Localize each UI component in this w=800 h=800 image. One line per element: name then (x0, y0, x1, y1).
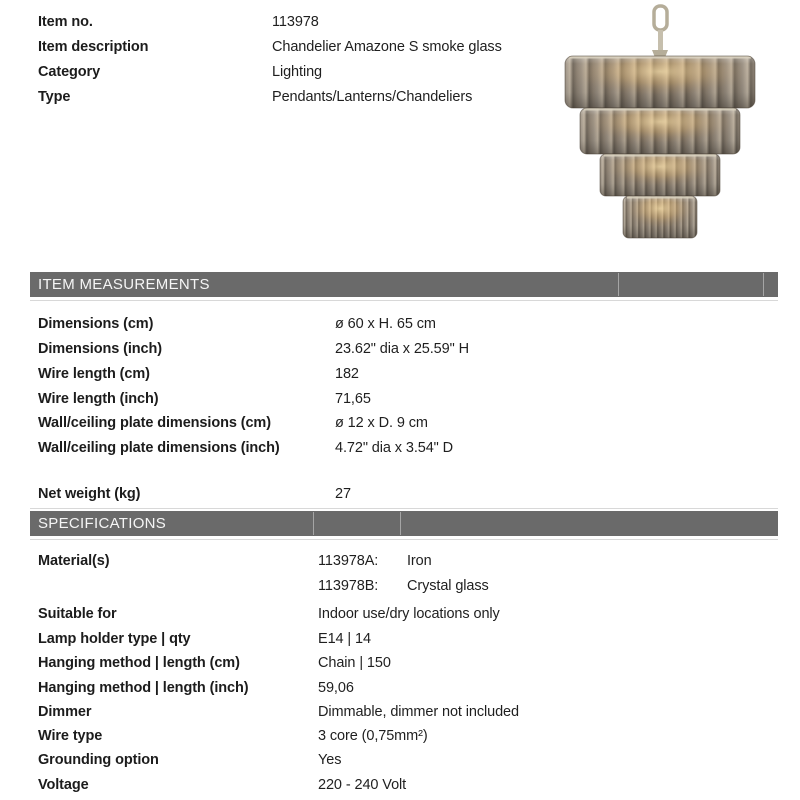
item-no-label: Item no. (38, 14, 93, 30)
item-no-row (0, 10, 620, 35)
bar-column-divider (763, 273, 764, 296)
wire-length-inch-row (0, 387, 620, 412)
voltage-row (0, 773, 620, 798)
row-label: Dimensions (inch) (38, 341, 162, 357)
item-description-row (0, 35, 620, 60)
chandelier-tier-1 (565, 56, 755, 108)
row-label: Dimensions (cm) (38, 316, 154, 332)
wall-plate-cm-row (0, 411, 620, 436)
row-label: Suitable for (38, 606, 117, 622)
type-label: Type (38, 89, 71, 105)
type-row (0, 85, 620, 110)
specifications-title: SPECIFICATIONS (38, 515, 167, 532)
row-value: Chain | 150 (318, 655, 391, 671)
dimensions-inch-row (0, 337, 620, 362)
row-value: 71,65 (335, 391, 371, 407)
material-code: 113978B: (318, 578, 379, 594)
bar-column-divider (618, 273, 619, 296)
bar-column-divider (313, 512, 314, 535)
net-weight-row (0, 482, 620, 507)
row-label: Voltage (38, 777, 89, 793)
material-code: 113978A: (318, 553, 379, 569)
row-value: 23.62" dia x 25.59" H (335, 341, 469, 357)
hanging-method-cm-row (0, 651, 620, 676)
wall-plate-inch-row (0, 436, 620, 461)
row-label: Net weight (kg) (38, 486, 141, 502)
material-name: Crystal glass (407, 578, 489, 594)
row-value: 59,06 (318, 680, 354, 696)
row-value: Indoor use/dry locations only (318, 606, 500, 622)
row-label: Hanging method | length (cm) (38, 655, 240, 671)
material-name: Iron (407, 553, 432, 569)
row-value: 3 core (0,75mm²) (318, 728, 428, 744)
dimensions-cm-row (0, 312, 620, 337)
row-value: ø 12 x D. 9 cm (335, 415, 428, 431)
section-header-specifications (30, 511, 778, 536)
wire-type-row (0, 724, 620, 749)
chandelier-tier-3 (600, 154, 720, 196)
category-label: Category (38, 64, 101, 80)
row-label: Wire length (inch) (38, 391, 159, 407)
category-row (0, 60, 620, 85)
wire-length-cm-row (0, 362, 620, 387)
row-label: Lamp holder type | qty (38, 631, 191, 647)
type-value: Pendants/Lanterns/Chandeliers (272, 89, 473, 105)
section-header-item-measurements (30, 272, 778, 297)
item-no-value: 113978 (272, 14, 319, 30)
row-value: 220 - 240 Volt (318, 777, 407, 793)
row-value: 27 (335, 486, 351, 502)
row-value: ø 60 x H. 65 cm (335, 316, 436, 332)
row-value: Yes (318, 752, 342, 768)
item-measurements-title: ITEM MEASUREMENTS (38, 276, 210, 293)
row-label: Hanging method | length (inch) (38, 680, 249, 696)
divider-line (30, 539, 778, 540)
materials-row (0, 549, 620, 574)
chandelier-tier-4 (623, 196, 697, 238)
row-label: Wall/ceiling plate dimensions (inch) (38, 440, 280, 456)
lamp-holder-row (0, 627, 620, 652)
row-label: Wire type (38, 728, 103, 744)
divider-line (30, 508, 778, 509)
item-description-value: Chandelier Amazone S smoke glass (272, 39, 502, 55)
bar-column-divider (400, 512, 401, 535)
row-label: Wire length (cm) (38, 366, 150, 382)
row-label: Grounding option (38, 752, 159, 768)
row-label: Dimmer (38, 704, 92, 720)
row-label: Material(s) (38, 553, 110, 569)
material-line-2 (318, 574, 489, 599)
materials-row-2 (0, 574, 620, 599)
row-value: 182 (335, 366, 359, 382)
grounding-option-row (0, 748, 620, 773)
row-value: E14 | 14 (318, 631, 371, 647)
item-description-label: Item description (38, 39, 149, 55)
row-label: Wall/ceiling plate dimensions (cm) (38, 415, 271, 431)
material-line-1 (318, 549, 432, 574)
product-photo-chandelier (555, 0, 795, 240)
chandelier-chain (652, 6, 668, 60)
row-value: 4.72" dia x 3.54" D (335, 440, 454, 456)
category-value: Lighting (272, 64, 322, 80)
hanging-method-inch-row (0, 676, 620, 701)
row-value: Dimmable, dimmer not included (318, 704, 519, 720)
chandelier-tier-2 (580, 108, 740, 154)
suitable-for-row (0, 602, 620, 627)
dimmer-row (0, 700, 620, 725)
divider-line (30, 300, 778, 301)
